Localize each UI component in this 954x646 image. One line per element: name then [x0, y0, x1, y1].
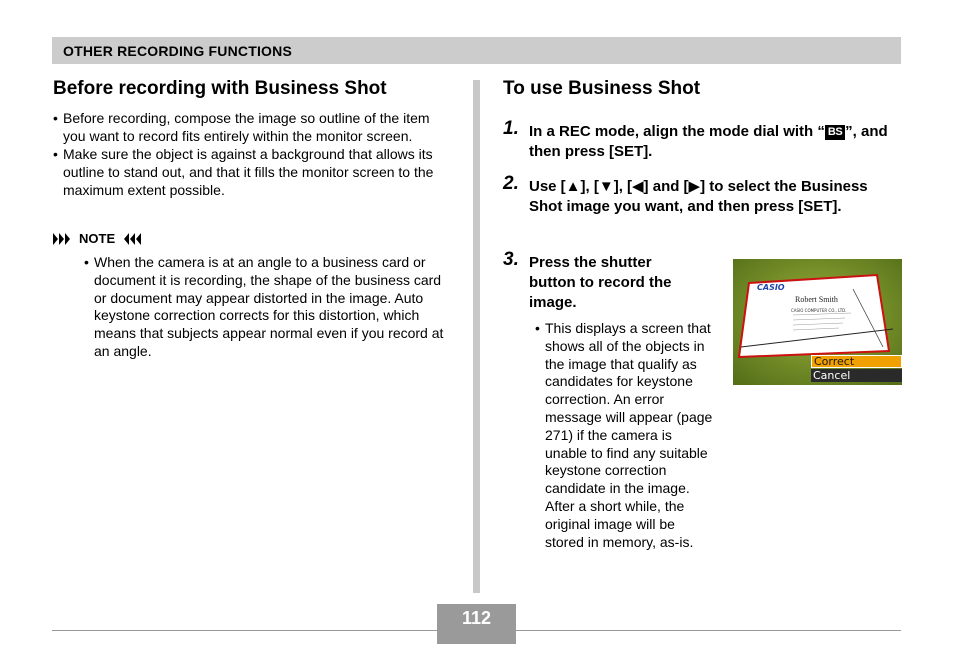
right-heading: To use Business Shot [503, 78, 701, 99]
note-list [84, 254, 448, 361]
page-number: 112 [437, 604, 516, 644]
step-number: 2. [503, 173, 519, 194]
step-3 [503, 249, 703, 313]
card-brand: CASIO [757, 283, 785, 292]
left-bullet: • Make sure the object is against a background that allows its outline to stand out, and that it fills the monitor screen to the maximum extent possible. [53, 145, 448, 199]
step-number: 1. [503, 118, 519, 139]
left-bullet: • Before recording, compose the image so outline of the item you want to record fits entirely within the monitor screen. [53, 109, 448, 145]
card-company: CASIO COMPUTER CO., LTD. [791, 308, 847, 313]
sub-bullet: • This displays a screen that shows all of the objects in the image that qualify as candidates for keystone correction. An error message will appear (page 271) if the camera is unable to find any suitable keystone correction candidate in the image. After a short while, the original image will be stored in memory, as-is. [535, 320, 715, 551]
note-item: • When the camera is at an angle to a business card or document it is recording, the shape of the business card or document may appear distorted in the image. Auto keystone correction corrects for this distortion, which means that subjects appear normal even if you record at an angle. [84, 254, 448, 361]
section-header-bar [52, 37, 901, 64]
keystone-menu [811, 355, 902, 383]
note-arrows-left-icon [121, 233, 141, 245]
step-text: Press the shutter button to record the image. [529, 254, 672, 311]
step-1 [503, 118, 903, 162]
business-shot-mode-icon: BS [825, 125, 845, 140]
card-name: Robert Smith [795, 295, 838, 304]
note-header [53, 231, 448, 246]
column-divider [473, 80, 480, 593]
step-2 [503, 173, 883, 217]
menu-item-correct[interactable]: Correct [811, 355, 902, 368]
note-label: NOTE [79, 231, 116, 246]
step-text-part: In a REC mode, align the mode dial with “ [529, 123, 825, 140]
camera-screen-preview [733, 259, 902, 385]
step-text: Use [▲], [▼], [◀] and [▶] to select the Business Shot image you want, and then press [SET]. [529, 178, 868, 215]
left-bullet-list [53, 109, 448, 199]
note-arrows-right-icon [53, 233, 73, 245]
step-number: 3. [503, 249, 519, 270]
menu-item-cancel[interactable]: Cancel [811, 369, 902, 382]
left-heading: Before recording with Business Shot [53, 78, 387, 99]
step-text-part: ”, and then press [SET]. [529, 123, 888, 160]
left-column [53, 78, 448, 361]
step-3-sub-list [535, 320, 715, 551]
step-text [529, 122, 901, 162]
section-title: OTHER RECORDING FUNCTIONS [63, 43, 292, 59]
